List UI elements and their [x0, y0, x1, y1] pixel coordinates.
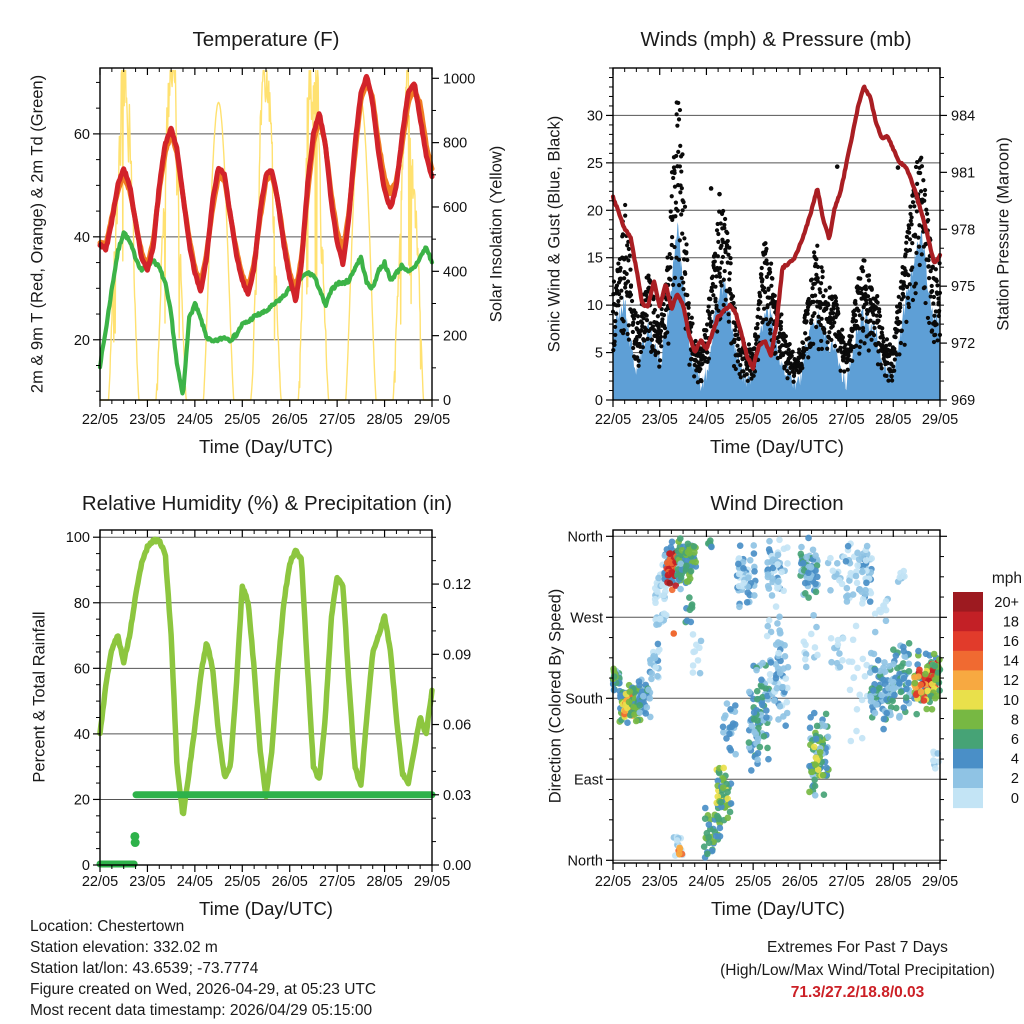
- humidity-title: Relative Humidity (%) & Precipitation (in): [81, 492, 453, 515]
- tick-label: 23/05: [641, 874, 678, 890]
- y-axis-label-wind: Sonic Wind & Gust (Blue, Black): [545, 115, 564, 353]
- extremes-block: [620, 937, 1024, 1005]
- tick-label: 24/05: [176, 874, 214, 890]
- x-tick-labels: [595, 412, 958, 428]
- tick-label: 6: [1010, 732, 1019, 748]
- tick-label: 15: [586, 250, 603, 267]
- x-tick-labels: [82, 874, 450, 890]
- tick-label: 22/05: [594, 412, 632, 428]
- tick-label: 26/05: [271, 412, 308, 428]
- tick-label: 400: [443, 264, 468, 281]
- tick-label: 23/05: [129, 874, 166, 890]
- tick-label: 2: [1010, 771, 1019, 788]
- tick-label: 40: [73, 726, 90, 743]
- tick-label: 0: [594, 393, 603, 409]
- axes: [93, 530, 439, 872]
- tick-label: 22/05: [594, 874, 632, 890]
- tick-label: 20: [73, 332, 90, 349]
- tick-label: 27/05: [318, 874, 356, 890]
- direction-dots: [610, 535, 943, 861]
- y-tick-labels: [443, 71, 475, 409]
- tick-label: 24/05: [688, 874, 725, 890]
- tick-label: 29/05: [921, 874, 959, 890]
- station-latlon: Station lat/lon: 43.6539; -73.7774: [30, 960, 259, 977]
- tick-label: 22/05: [81, 412, 119, 428]
- y-axis-label-pressure: Station Pressure (Maroon): [994, 137, 1013, 331]
- axes: [93, 68, 439, 407]
- tick-label: 30: [586, 108, 603, 125]
- tick-label: 981: [951, 165, 976, 182]
- tick-label: 28/05: [875, 412, 912, 428]
- tick-label: 40: [73, 229, 90, 246]
- tick-label: 29/05: [921, 412, 959, 428]
- station-info: [30, 916, 376, 1021]
- tick-label: 28/05: [875, 874, 912, 890]
- tick-label: West: [570, 610, 603, 627]
- x-tick-labels: [595, 874, 958, 890]
- tick-label: 984: [951, 108, 976, 125]
- tick-label: 0.03: [443, 787, 472, 804]
- y-axis-label-temperature: 2m & 9m T (Red, Orange) & 2m Td (Green): [28, 74, 47, 394]
- station-elevation: Station elevation: 332.02 m: [30, 939, 218, 956]
- y-tick-labels: [587, 108, 603, 409]
- tick-label: 29/05: [413, 874, 451, 890]
- tick-label: 23/05: [641, 412, 678, 428]
- tick-label: 20: [73, 792, 90, 809]
- colorbar-title: mph: [991, 570, 1022, 587]
- tick-label: 29/05: [413, 412, 451, 428]
- tick-label: East: [573, 772, 603, 789]
- tick-label: 4: [1010, 751, 1019, 768]
- tick-label: 978: [951, 222, 976, 239]
- tick-label: 10: [586, 298, 603, 315]
- solar-series: [100, 71, 432, 400]
- x-axis-label-winds: Time (Day/UTC): [710, 436, 844, 457]
- tick-label: 5: [594, 345, 603, 362]
- tick-label: 0.09: [443, 647, 472, 664]
- y-axis-label-rainfall: Percent & Total Rainfall: [30, 611, 49, 783]
- tick-label: 60: [73, 661, 90, 678]
- tick-label: 20+: [994, 594, 1019, 611]
- tick-label: 25: [586, 155, 603, 172]
- figure-created: Figure created on Wed, 2026-04-29, at 05:23 UTC: [30, 981, 377, 998]
- tick-label: 60: [73, 126, 90, 143]
- tick-label: 0.00: [443, 858, 472, 874]
- tick-label: 22/05: [81, 874, 119, 890]
- tick-label: 28/05: [366, 412, 403, 428]
- y-tick-labels: [443, 577, 471, 874]
- tick-label: 24/05: [688, 412, 725, 428]
- tick-label: 25/05: [224, 412, 261, 428]
- tick-label: 25/05: [734, 412, 772, 428]
- colorbar: [953, 592, 1019, 808]
- tick-label: 0: [1010, 790, 1019, 807]
- station-location: Location: Chestertown: [30, 918, 185, 935]
- tick-label: 26/05: [781, 412, 819, 428]
- temperature-title: Temperature (F): [192, 28, 340, 51]
- tick-label: 16: [1002, 634, 1019, 650]
- tick-label: 25/05: [734, 874, 772, 890]
- gridlines: [100, 537, 432, 799]
- tick-label: 969: [951, 393, 976, 409]
- extremes-values: 71.3/27.2/18.8/0.03: [790, 984, 925, 1001]
- extremes-title: Extremes For Past 7 Days: [767, 939, 948, 956]
- tick-label: 20: [586, 203, 603, 220]
- x-axis-label-temperature: Time (Day/UTC): [199, 436, 333, 457]
- x-tick-labels: [82, 412, 450, 428]
- y-tick-labels: [66, 530, 90, 874]
- tick-label: 24/05: [176, 412, 214, 428]
- tick-label: 18: [1002, 614, 1019, 631]
- tick-label: 10: [1002, 692, 1019, 709]
- tick-label: 28/05: [366, 874, 403, 890]
- y-tick-labels: [74, 127, 90, 349]
- tick-label: 23/05: [129, 412, 166, 428]
- tick-label: 26/05: [781, 874, 819, 890]
- tick-label: 600: [443, 199, 468, 216]
- tick-label: 1000: [443, 71, 476, 88]
- tick-label: 972: [951, 336, 976, 353]
- rh-series: [100, 539, 432, 813]
- tick-label: South: [565, 691, 603, 708]
- y-axis-label-direction: Direction (Colored By Speed): [546, 588, 565, 804]
- tick-label: 800: [443, 135, 468, 152]
- tick-label: 26/05: [271, 874, 308, 890]
- tick-label: 0: [81, 858, 90, 874]
- tick-label: North: [567, 853, 603, 870]
- tick-label: 27/05: [828, 412, 865, 428]
- x-axis-label-winddir: Time (Day/UTC): [711, 898, 845, 919]
- tick-label: 0.12: [443, 577, 472, 594]
- tick-label: 0.06: [443, 717, 472, 734]
- y-tick-labels: [565, 529, 603, 869]
- tick-label: 12: [1002, 673, 1019, 690]
- tick-label: 27/05: [828, 874, 865, 890]
- tick-label: 27/05: [318, 412, 356, 428]
- rainfall-series: [100, 795, 432, 864]
- winds-pressure-title: Winds (mph) & Pressure (mb): [640, 28, 912, 51]
- y-tick-labels: [951, 108, 975, 409]
- tick-label: 80: [73, 595, 90, 612]
- tick-label: 975: [951, 279, 976, 296]
- x-axis-label-humidity: Time (Day/UTC): [199, 898, 333, 919]
- tick-label: 100: [65, 530, 90, 547]
- tick-label: 25/05: [224, 874, 261, 890]
- wind-direction-title: Wind Direction: [710, 492, 844, 515]
- tick-label: 0: [443, 393, 452, 409]
- tick-label: North: [567, 529, 603, 546]
- tick-label: 14: [1002, 653, 1019, 670]
- tick-label: 200: [443, 328, 468, 345]
- extremes-subtitle: (High/Low/Max Wind/Total Precipitation): [720, 961, 995, 979]
- tick-label: 8: [1010, 712, 1019, 729]
- data-timestamp: Most recent data timestamp: 2026/04/29 05:15:00: [30, 1002, 373, 1019]
- y-axis-label-solar: Solar Insolation (Yellow): [487, 145, 506, 323]
